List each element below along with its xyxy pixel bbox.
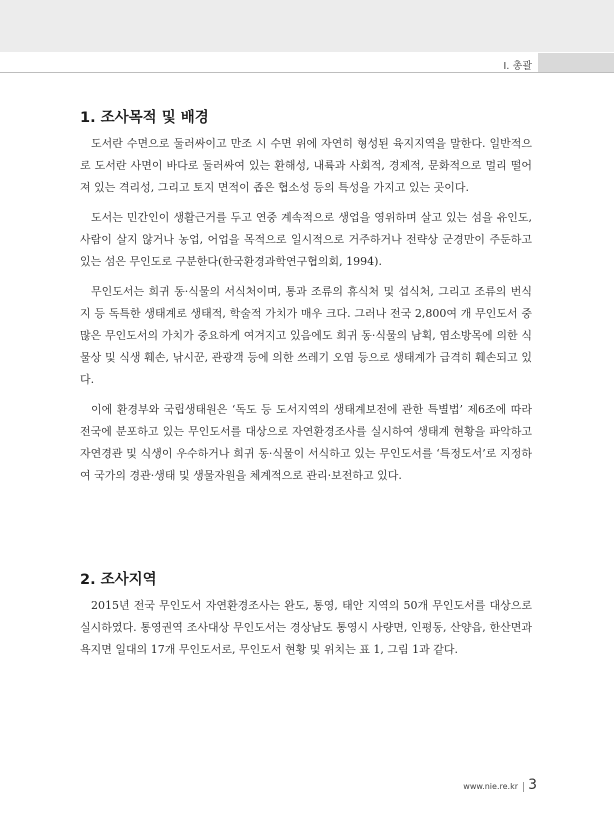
paragraph: 이에 환경부와 국립생태원은 ‘독도 등 도서지역의 생태계보전에 관한 특별법’ 제6조에 따라 전국에 분포하고 있는 무인도서를 대상으로 자연환경조사를 실시하여 생태계 현황을 파악하고 자연경관 및 식생이 우수하거나 희귀 동·식물이 서식하고 있는 무인도서를 ‘특정도서’로 지정하여 국가의 경관·생태 및 생물자원을 체계적으로 관리·보전하고 있다.	[80, 403, 532, 482]
paragraph: 도서는 민간인이 생활근거를 두고 연중 계속적으로 생업을 영위하며 살고 있는 섬을 유인도, 사람이 살지 않거나 농업, 어업을 목적으로 일시적으로 거주하거나 전략상 군경만이 주둔하고 있는 섬은 무인도로 구분한다(한국환경과학연구협의회, 1994).	[80, 211, 532, 268]
paragraph: 무인도서는 희귀 동·식물의 서식처이며, 통과 조류의 휴식처 및 섭식처, 그리고 조류의 번식지 등 독특한 생태계로 생태적, 학술적 가치가 매우 크다. 그러나 전국 2,800여 개 무인도서 중 많은 무인도서의 가치가 중요하게 여겨지고 있음에도 희귀 동·식물의 남획, 염소방목에 의한 식물상 및 식생 훼손, 낚시꾼, 관광객 등에 의한 쓰레기 오염 등으로 생태계가 급격히 훼손되고 있다.	[80, 285, 532, 386]
footer-separator	[523, 782, 524, 792]
section-heading-area: 2. 조사지역	[80, 572, 157, 588]
section-body-area	[80, 595, 532, 661]
section-body-purpose	[80, 133, 532, 487]
header-tab	[538, 53, 614, 72]
footer-url: www.nie.re.kr	[463, 782, 518, 791]
section-heading-purpose: 1. 조사목적 및 배경	[80, 110, 209, 126]
paragraph: 2015년 전국 무인도서 자연환경조사는 완도, 통영, 태안 지역의 50개 무인도서를 대상으로 실시하였다. 통영권역 조사대상 무인도서는 경상남도 통영시 사량면, 인평동, 산양읍, 한산면과 욕지면 일대의 17개 무인도서로, 무인도서 현황 및 위치는 표 1, 그림 1과 같다.	[80, 599, 532, 656]
paragraph: 도서란 수면으로 둘러싸이고 만조 시 수면 위에 자연히 형성된 육지지역을 말한다. 일반적으로 도서란 사면이 바다로 둘러싸여 있는 환해성, 내륙과 사회적, 경제적, 문화적으로 멀리 떨어져 있는 격리성, 그리고 토지 면적이 좁은 협소성 등의 특성을 가지고 있는 곳이다.	[80, 137, 532, 194]
page-number: 3	[528, 777, 537, 793]
header-rule	[0, 72, 614, 73]
top-band	[0, 0, 614, 52]
chapter-label: Ⅰ. 총괄	[503, 61, 532, 72]
